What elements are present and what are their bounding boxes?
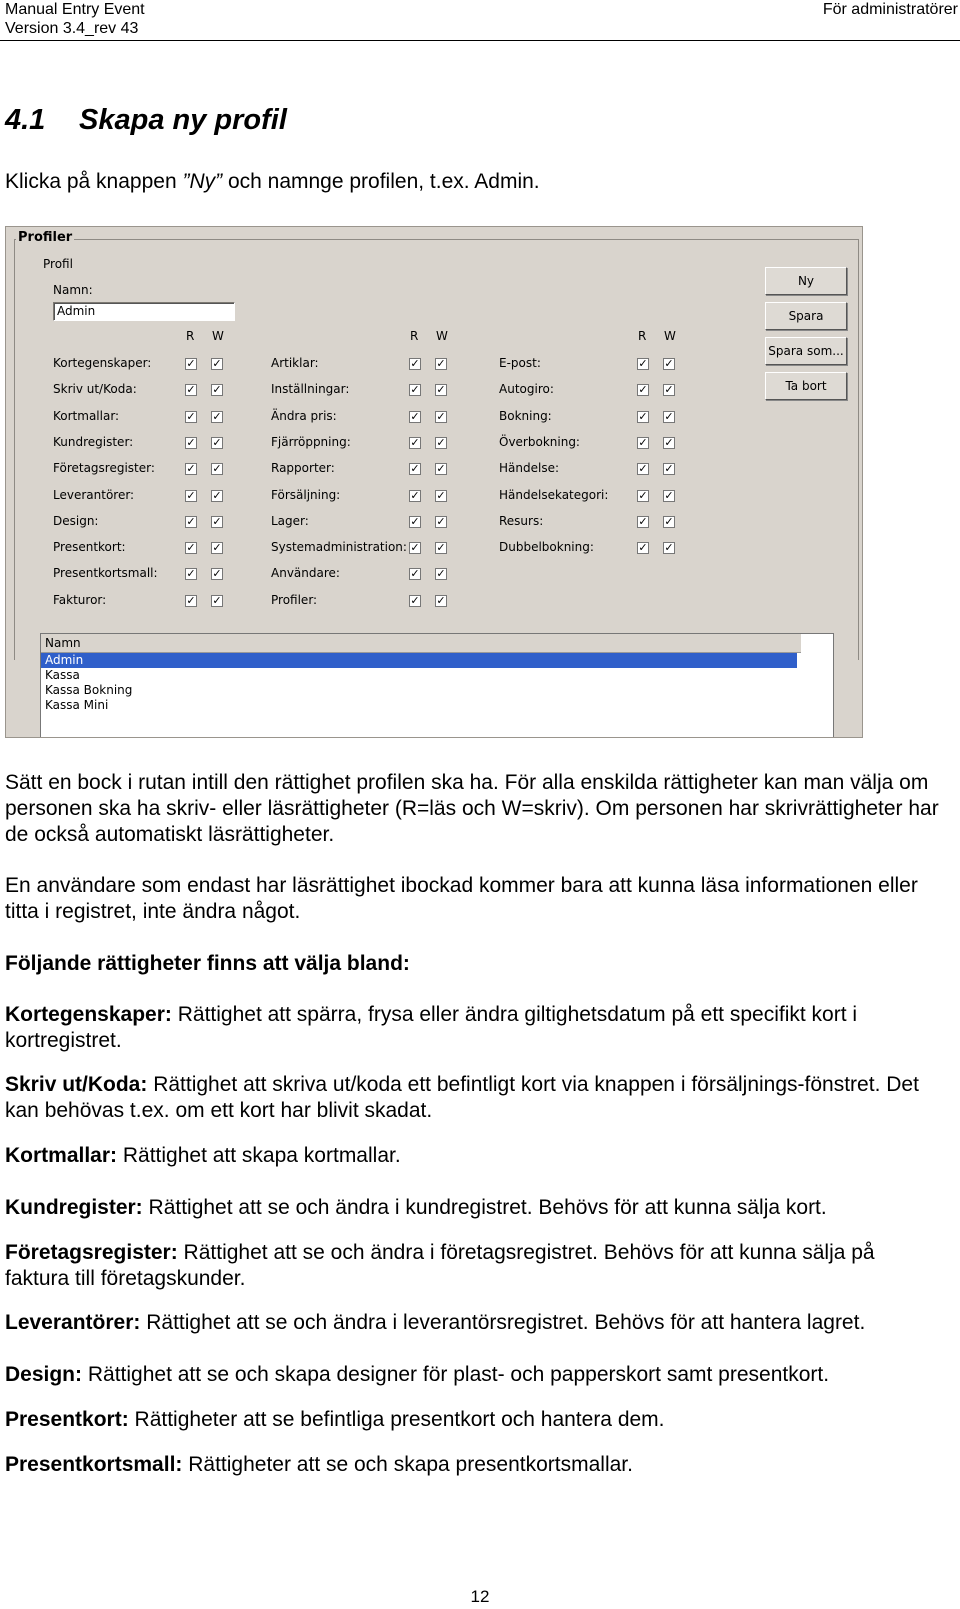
read-checkbox[interactable]: ✓ (186, 435, 196, 449)
column-header-w: W (664, 329, 676, 343)
write-checkbox[interactable]: ✓ (664, 409, 674, 423)
right-label: Leverantörer: (53, 487, 135, 502)
right-label: Dubbelbokning: (499, 540, 594, 555)
write-checkbox[interactable]: ✓ (212, 357, 222, 370)
rights-heading: Följande rättigheter finns att välja bland: (5, 952, 410, 975)
read-checkbox[interactable]: ✓ (638, 383, 648, 397)
list-item[interactable]: Kassa (45, 668, 80, 682)
write-checkbox[interactable]: ✓ (212, 593, 222, 607)
write-checkbox[interactable]: ✓ (436, 488, 446, 502)
right-label: Presentkort: (53, 540, 126, 555)
column-header-w: W (436, 329, 448, 343)
write-checkbox[interactable]: ✓ (436, 514, 446, 528)
column-header-r: R (410, 329, 419, 343)
right-label: Fjärröppning: (271, 434, 351, 449)
right-description (5, 1195, 940, 1221)
write-checkbox[interactable]: ✓ (212, 567, 222, 581)
read-checkbox[interactable]: ✓ (410, 488, 420, 502)
read-checkbox[interactable]: ✓ (410, 541, 420, 555)
read-checkbox[interactable]: ✓ (638, 409, 648, 423)
write-checkbox[interactable]: ✓ (664, 357, 674, 370)
write-checkbox[interactable]: ✓ (212, 462, 222, 476)
right-label: Överbokning: (499, 434, 580, 449)
read-checkbox[interactable]: ✓ (186, 514, 196, 528)
right-label: Skriv ut/Koda: (53, 382, 137, 397)
write-checkbox[interactable]: ✓ (436, 593, 446, 607)
right-label: Fakturor: (53, 592, 107, 607)
right-term: Kortegenskaper: (5, 1003, 172, 1026)
right-desc-text: Rättigheter att se och skapa presentkortsmallar. (182, 1453, 633, 1476)
right-desc-text: Rättighet att skriva ut/koda ett befintligt kort via knappen i försäljnings-fönstret. Det kan behövas t.ex. om ett kort har blivit skadat. (5, 1073, 919, 1122)
right-term: Leverantörer: (5, 1311, 141, 1334)
right-label: Profiler: (271, 592, 318, 607)
right-label: Design: (53, 513, 99, 528)
right-desc-text: Rättighet att se och skapa designer för plast- och papperskort samt presentkort. (82, 1363, 830, 1386)
read-checkbox[interactable]: ✓ (638, 514, 648, 528)
write-checkbox[interactable]: ✓ (212, 488, 222, 502)
right-label: Företagsregister: (53, 461, 155, 476)
read-checkbox[interactable]: ✓ (638, 462, 648, 476)
fieldset-title: Profiler (18, 230, 73, 245)
group-title: Profil (43, 257, 73, 271)
read-checkbox[interactable]: ✓ (410, 435, 420, 449)
write-checkbox[interactable]: ✓ (664, 435, 674, 449)
profile-list[interactable] (40, 633, 834, 738)
section-number: 4.1 (5, 104, 46, 136)
right-label: Lager: (271, 513, 309, 528)
right-label: Kundregister: (53, 434, 134, 449)
right-desc-text: Rättighet att spärra, frysa eller ändra giltighetsdatum på ett specifikt kort i kortregistret. (5, 1003, 858, 1052)
paragraph-2: En användare som endast har läsrättighet ibockad kommer bara att kunna läsa informationen eller titta i registret, inte ändra något. (5, 874, 918, 923)
column-header-r: R (186, 329, 195, 343)
read-checkbox[interactable]: ✓ (410, 514, 420, 528)
right-label: Systemadministration: (271, 540, 407, 555)
read-checkbox[interactable]: ✓ (410, 567, 420, 581)
right-term: Design: (5, 1363, 83, 1386)
write-checkbox[interactable]: ✓ (436, 383, 446, 397)
read-checkbox[interactable]: ✓ (638, 488, 648, 502)
write-checkbox[interactable]: ✓ (436, 357, 446, 370)
right-description (5, 1072, 940, 1124)
write-checkbox[interactable]: ✓ (664, 514, 674, 528)
page-header (0, 0, 960, 41)
column-header-r: R (638, 329, 647, 343)
right-term: Kundregister: (5, 1196, 143, 1219)
right-desc-text: Rättigheter att se befintliga presentkort och hantera dem. (128, 1408, 665, 1431)
right-description (5, 1407, 940, 1433)
right-description (5, 1310, 940, 1336)
write-checkbox[interactable]: ✓ (664, 383, 674, 397)
right-term: Företagsregister: (5, 1241, 178, 1264)
right-description (5, 1002, 940, 1054)
right-label: Händelsekategori: (499, 487, 609, 502)
read-checkbox[interactable]: ✓ (638, 357, 648, 370)
paragraph-1: Sätt en bock i rutan intill den rättighet profilen ska ha. För alla enskilda rättigheter kan man välja om personen ska ha skriv- eller läsrättigheter (R=läs och W=skriv). Om personen har skrivrättigheter har de också automatiskt läsrättigheter. (5, 771, 939, 846)
read-checkbox[interactable]: ✓ (410, 357, 420, 370)
right-label: Kortmallar: (53, 408, 120, 423)
section-title: Skapa ny profil (79, 104, 287, 136)
right-desc-text: Rättighet att skapa kortmallar. (117, 1144, 401, 1167)
right-desc-text: Rättighet att se och ändra i företagsregistret. Behövs för att kunna sälja på faktura till företagskunder. (5, 1241, 875, 1290)
list-item[interactable]: Kassa Mini (45, 698, 109, 712)
write-checkbox[interactable]: ✓ (664, 541, 674, 555)
right-label: Resurs: (499, 513, 544, 528)
intro-after: och namnge profilen, t.ex. Admin. (222, 170, 540, 193)
read-checkbox[interactable]: ✓ (410, 383, 420, 397)
right-term: Presentkortsmall: (5, 1453, 183, 1476)
save-button[interactable]: Spara (765, 302, 847, 330)
write-checkbox[interactable]: ✓ (436, 541, 446, 555)
read-checkbox[interactable]: ✓ (410, 409, 420, 423)
right-label: Artiklar: (271, 356, 319, 370)
right-term: Skriv ut/Koda: (5, 1073, 148, 1096)
right-label: Kortegenskaper: (53, 356, 152, 370)
write-checkbox[interactable]: ✓ (212, 541, 222, 555)
version: Version 3.4_rev 43 (5, 20, 139, 37)
intro-emph: ”Ny” (182, 170, 223, 193)
right-label: Händelse: (499, 461, 559, 476)
right-description (5, 1240, 940, 1292)
list-items (41, 653, 833, 713)
right-label: Autogiro: (499, 382, 554, 397)
right-label: Ändra pris: (271, 408, 337, 423)
intro-before: Klicka på knappen (5, 170, 183, 193)
read-checkbox[interactable]: ✓ (186, 357, 196, 370)
right-description (5, 1452, 940, 1478)
right-term: Kortmallar: (5, 1144, 118, 1167)
audience: För administratörer (822, 1, 958, 18)
list-item[interactable]: Kassa Bokning (45, 683, 133, 697)
right-desc-text: Rättighet att se och ändra i kundregistret. Behövs för att kunna sälja kort. (142, 1196, 827, 1219)
read-checkbox[interactable]: ✓ (638, 435, 648, 449)
read-checkbox[interactable]: ✓ (186, 409, 196, 423)
read-checkbox[interactable]: ✓ (186, 593, 196, 607)
write-checkbox[interactable]: ✓ (212, 383, 222, 397)
read-checkbox[interactable]: ✓ (186, 462, 196, 476)
right-label: Användare: (271, 566, 340, 581)
page-number: 12 (470, 1587, 490, 1606)
right-description (5, 1362, 940, 1388)
write-checkbox[interactable]: ✓ (664, 488, 674, 502)
delete-button[interactable]: Ta bort (765, 372, 847, 400)
header-left (5, 0, 145, 38)
right-label: Inställningar: (271, 382, 350, 397)
right-desc-text: Rättighet att se och ändra i leverantörsregistret. Behövs för att hantera lagret. (140, 1311, 866, 1334)
name-label: Namn: (53, 283, 93, 297)
write-checkbox[interactable]: ✓ (436, 435, 446, 449)
read-checkbox[interactable]: ✓ (638, 541, 648, 555)
write-checkbox[interactable]: ✓ (212, 409, 222, 423)
write-checkbox[interactable]: ✓ (212, 514, 222, 528)
write-checkbox[interactable]: ✓ (664, 462, 674, 476)
right-term: Presentkort: (5, 1408, 129, 1431)
write-checkbox[interactable]: ✓ (436, 462, 446, 476)
list-item[interactable]: Admin (41, 653, 797, 668)
read-checkbox[interactable]: ✓ (410, 462, 420, 476)
profile-dialog-screenshot (5, 226, 863, 738)
save-as-button[interactable]: Spara som... (765, 337, 847, 365)
read-checkbox[interactable]: ✓ (186, 488, 196, 502)
right-label: Presentkortsmall: (53, 566, 158, 581)
column-header-w: W (212, 329, 224, 343)
product-name: Manual Entry Event (5, 1, 145, 18)
right-label: Försäljning: (271, 487, 341, 502)
right-description (5, 1143, 940, 1169)
right-label: E-post: (499, 356, 541, 370)
write-checkbox[interactable]: ✓ (436, 409, 446, 423)
read-checkbox[interactable]: ✓ (186, 567, 196, 581)
read-checkbox[interactable]: ✓ (410, 593, 420, 607)
right-label: Bokning: (499, 408, 552, 423)
intro-text (5, 169, 940, 195)
read-checkbox[interactable]: ✓ (186, 541, 196, 555)
right-label: Rapporter: (271, 461, 335, 476)
new-button[interactable]: Ny (765, 267, 847, 295)
section-heading (5, 104, 287, 137)
read-checkbox[interactable]: ✓ (186, 383, 196, 397)
list-header: Namn (41, 634, 801, 653)
write-checkbox[interactable]: ✓ (212, 435, 222, 449)
name-input[interactable]: Admin (53, 302, 235, 321)
write-checkbox[interactable]: ✓ (436, 567, 446, 581)
